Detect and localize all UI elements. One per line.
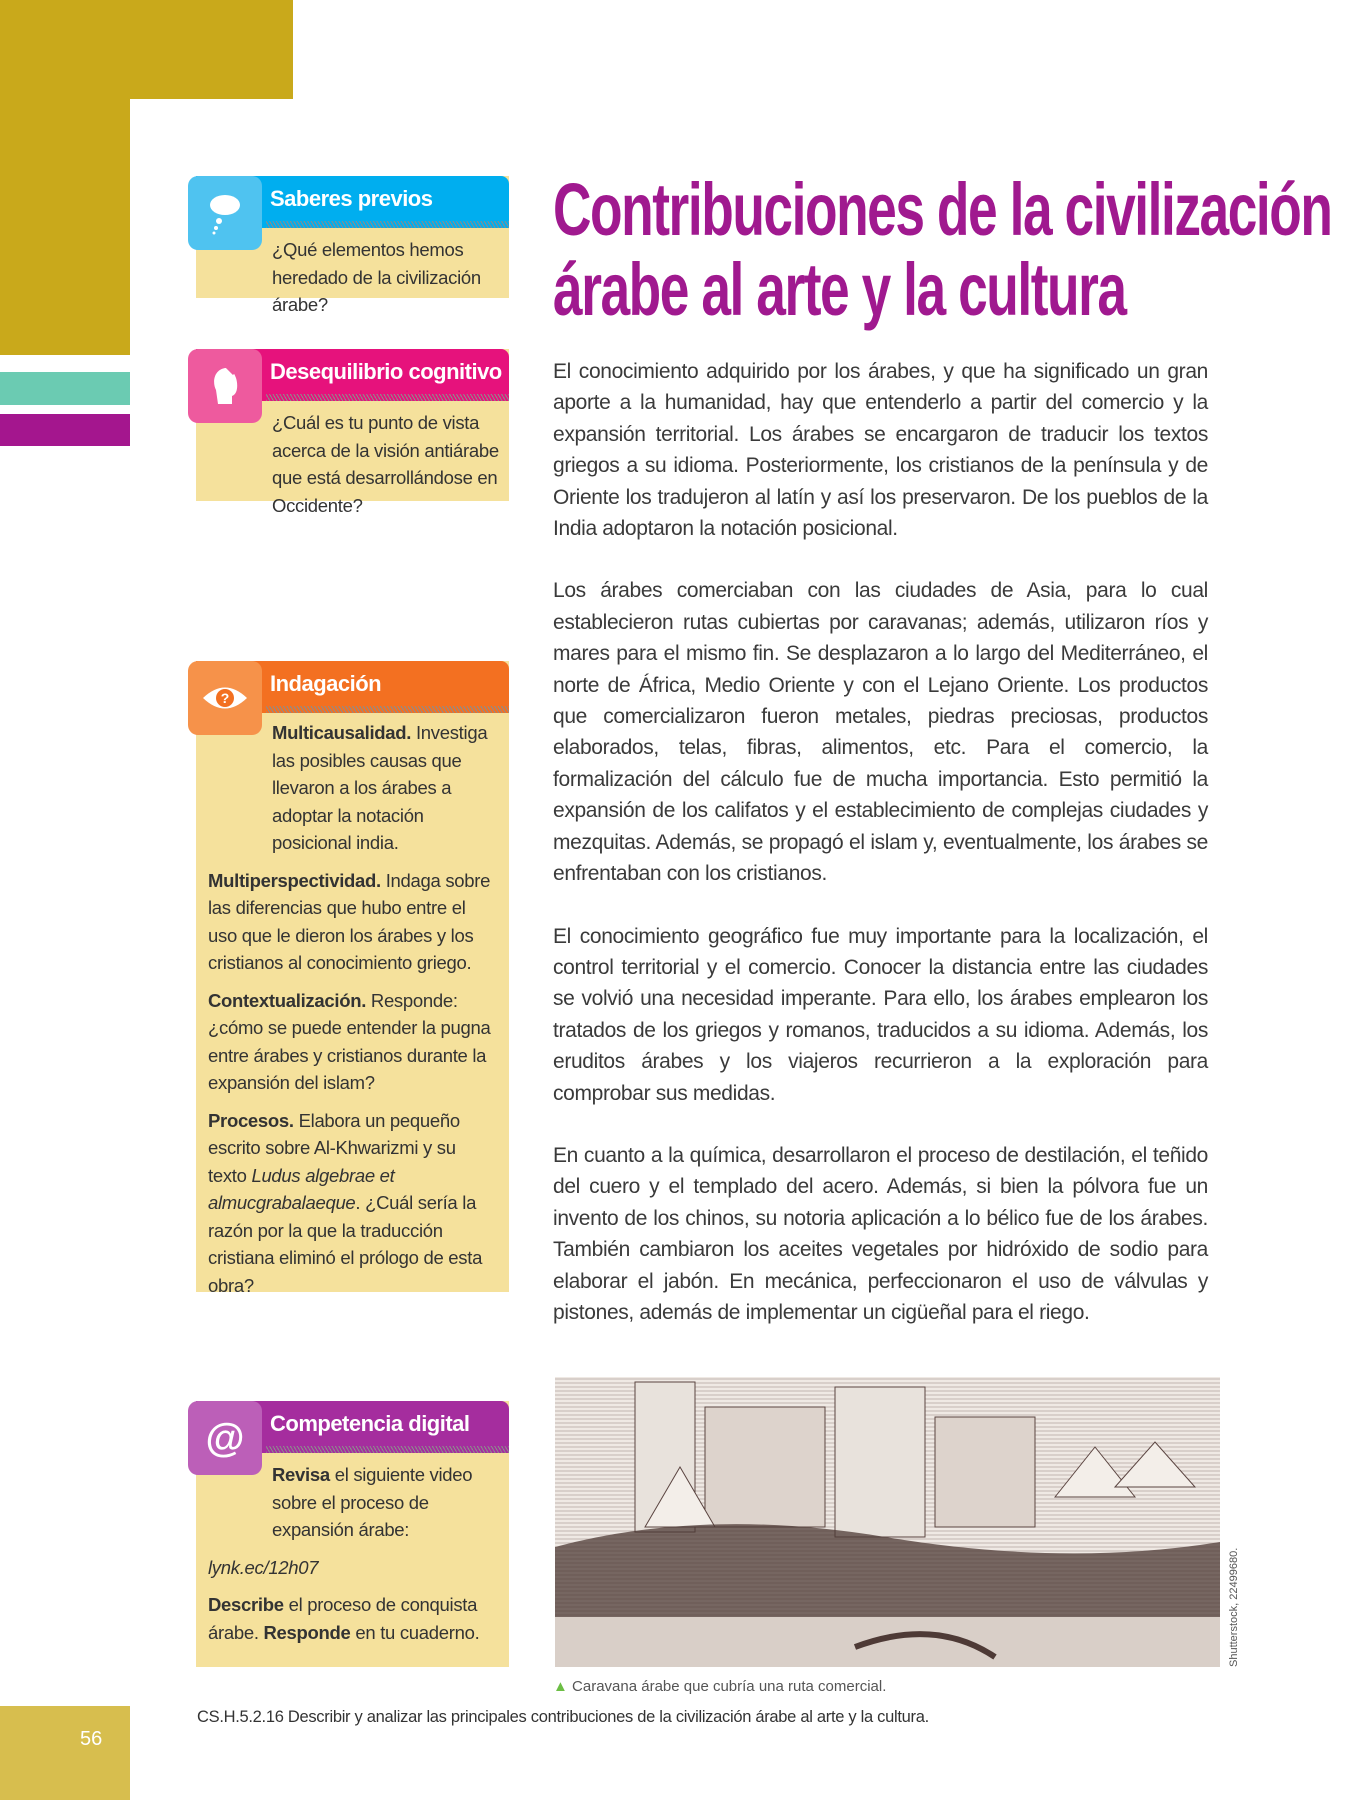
describe-text bbox=[208, 1591, 499, 1646]
triangle-icon: ▲ bbox=[553, 1678, 568, 1695]
indagacion-item bbox=[208, 987, 499, 1097]
item-label: Contextualización. bbox=[208, 989, 367, 1011]
hatch-divider bbox=[266, 221, 509, 228]
indagacion-item bbox=[208, 867, 499, 977]
describe-label: Describe bbox=[208, 1594, 284, 1615]
book-title: Ludus algebrae et almucgrabalaeque bbox=[208, 1164, 395, 1213]
saberes-previos-box bbox=[196, 176, 509, 315]
hatch-divider bbox=[266, 1446, 509, 1453]
describe-body: el proceso de conquista árabe. bbox=[208, 1594, 478, 1643]
video-link[interactable] bbox=[208, 1554, 499, 1582]
indagacion-box bbox=[196, 661, 509, 1296]
item-label: Multiperspectividad. bbox=[208, 869, 381, 891]
revisa-text bbox=[208, 1461, 499, 1544]
box-title: Indagación bbox=[270, 671, 382, 696]
body-text bbox=[553, 356, 1208, 1359]
svg-text:?: ? bbox=[220, 690, 230, 706]
question-text: ¿Qué elementos hemos heredado de la civilización árabe? bbox=[272, 239, 481, 315]
item-label: Procesos. bbox=[208, 1109, 294, 1131]
purple-bar bbox=[0, 414, 130, 446]
box-body bbox=[208, 1461, 499, 1656]
paragraph: En cuanto a la química, desarrollaron el proceso de destilación, el teñido del cuero y el templado del acero. Además, si bien la pólvora fue un invento de los chinos, su notoria aplicación a lo bélico fue de los árabes. También cambiaron los aceites vegetales por hidróxido de sodio para elaborar el jabón. En mecánica, perfeccionaron el uso de válvulas y pistones, además de implementar un cigüeñal para el riego. bbox=[553, 1143, 1208, 1324]
box-body bbox=[208, 409, 499, 529]
box-body bbox=[208, 236, 499, 329]
paragraph: El conocimiento adquirido por los árabes, y que ha significado un gran aporte a la humanidad, hay que entenderlo a partir del comercio y la expansión territorial. Los árabes se encargaron de traducir los textos griegos a su idioma. Posteriormente, los cristianos de la península y de Oriente los tradujeron al latín y así los preservaron. De los pueblos de la India adoptaron la notación posicional. bbox=[553, 360, 1208, 541]
responde-label: Responde bbox=[263, 1621, 351, 1643]
title-line-1: Contribuciones de la civilización bbox=[553, 168, 1332, 251]
box-title: Saberes previos bbox=[270, 186, 433, 211]
item-label: Multicausalidad. bbox=[272, 722, 412, 743]
page-number-block bbox=[0, 1706, 130, 1800]
video-link-text[interactable]: lynk.ec/12h07 bbox=[208, 1556, 319, 1578]
hatch-divider bbox=[266, 394, 509, 401]
page-title bbox=[553, 170, 1332, 330]
paragraph: Los árabes comerciaban con las ciudades de Asia, para lo cual establecieron rutas cubiertas por caravanas; además, utilizaron ríos y mares para el mismo fin. Se desplazaron a lo largo del Mediterráneo, el norte de África, Medio Oriente y con el Lejano Oriente. Los productos que comercializaron fueron metales, piedras preciosas, productos elaborados, telas, fibras, alimentos, etc. Para el comercio, la formalización del cálculo fue de mucha importancia. Esto permitió la expansión de los califatos y el establecimiento de complejas ciudades y mezquitas. Además, se propagó el islam y, eventualmente, los árabes se enfrentaban con los cristianos. bbox=[553, 579, 1208, 886]
box-body bbox=[208, 719, 499, 1309]
item-text: . ¿Cuál sería la razón por la que la traducción cristiana eliminó el prólogo de esta obra? bbox=[208, 1192, 483, 1296]
question-text: ¿Cuál es tu punto de vista acerca de la visión antiárabe que está desarrollándose en Occidente? bbox=[272, 412, 499, 516]
gold-side-strip bbox=[0, 0, 130, 355]
at-sign-icon: @ bbox=[188, 1401, 262, 1475]
curriculum-standard: CS.H.5.2.16 Describir y analizar las principales contribuciones de la civilización árabe al arte y la cultura. bbox=[197, 1708, 929, 1726]
figure-caption bbox=[553, 1678, 886, 1695]
teal-bar bbox=[0, 372, 130, 405]
paragraph: El conocimiento geográfico fue muy importante para la localización, el control territorial y el comercio. Conocer la distancia entre las ciudades se volvió una necesidad imperante. Para ello, los árabes emplearon los tratados de los griegos y romanos, traducidos a su idioma. Además, los eruditos árabes y los viajeros recurrieron a la exploración para comprobar sus medidas. bbox=[553, 924, 1208, 1105]
revisa-label: Revisa bbox=[272, 1464, 330, 1485]
box-title: Competencia digital bbox=[270, 1411, 470, 1436]
responde-body: en tu cuaderno. bbox=[350, 1621, 480, 1643]
caption-text: Caravana árabe que cubría una ruta comercial. bbox=[572, 1678, 887, 1695]
item-text: Elabora un pequeño escrito sobre Al-Khwarizmi y su texto bbox=[208, 1109, 460, 1186]
competencia-digital-box bbox=[196, 1401, 509, 1667]
title-line-2: árabe al arte y la cultura bbox=[553, 248, 1126, 331]
image-credit: Shutterstock, 22499680. bbox=[1228, 1547, 1240, 1667]
revisa-body: el siguiente video sobre el proceso de expansión árabe: bbox=[272, 1464, 473, 1540]
caravan-engraving-image bbox=[555, 1377, 1220, 1667]
item-text: Investiga las posibles causas que llevaron a los árabes a adoptar la notación posicional india. bbox=[272, 722, 488, 853]
hatch-divider bbox=[266, 706, 509, 713]
desequilibrio-cognitivo-box bbox=[196, 349, 509, 516]
item-text: Responde: ¿cómo se puede entender la pugna entre árabes y cristianos durante la expansión del islam? bbox=[208, 989, 491, 1093]
page-number: 56 bbox=[80, 1728, 103, 1750]
box-title: Desequilibrio cognitivo bbox=[270, 359, 502, 384]
item-text: Indaga sobre las diferencias que hubo entre el uso que le dieron los árabes y los cristianos al conocimiento griego. bbox=[208, 869, 491, 973]
indagacion-item bbox=[208, 719, 499, 857]
indagacion-item bbox=[208, 1107, 499, 1300]
